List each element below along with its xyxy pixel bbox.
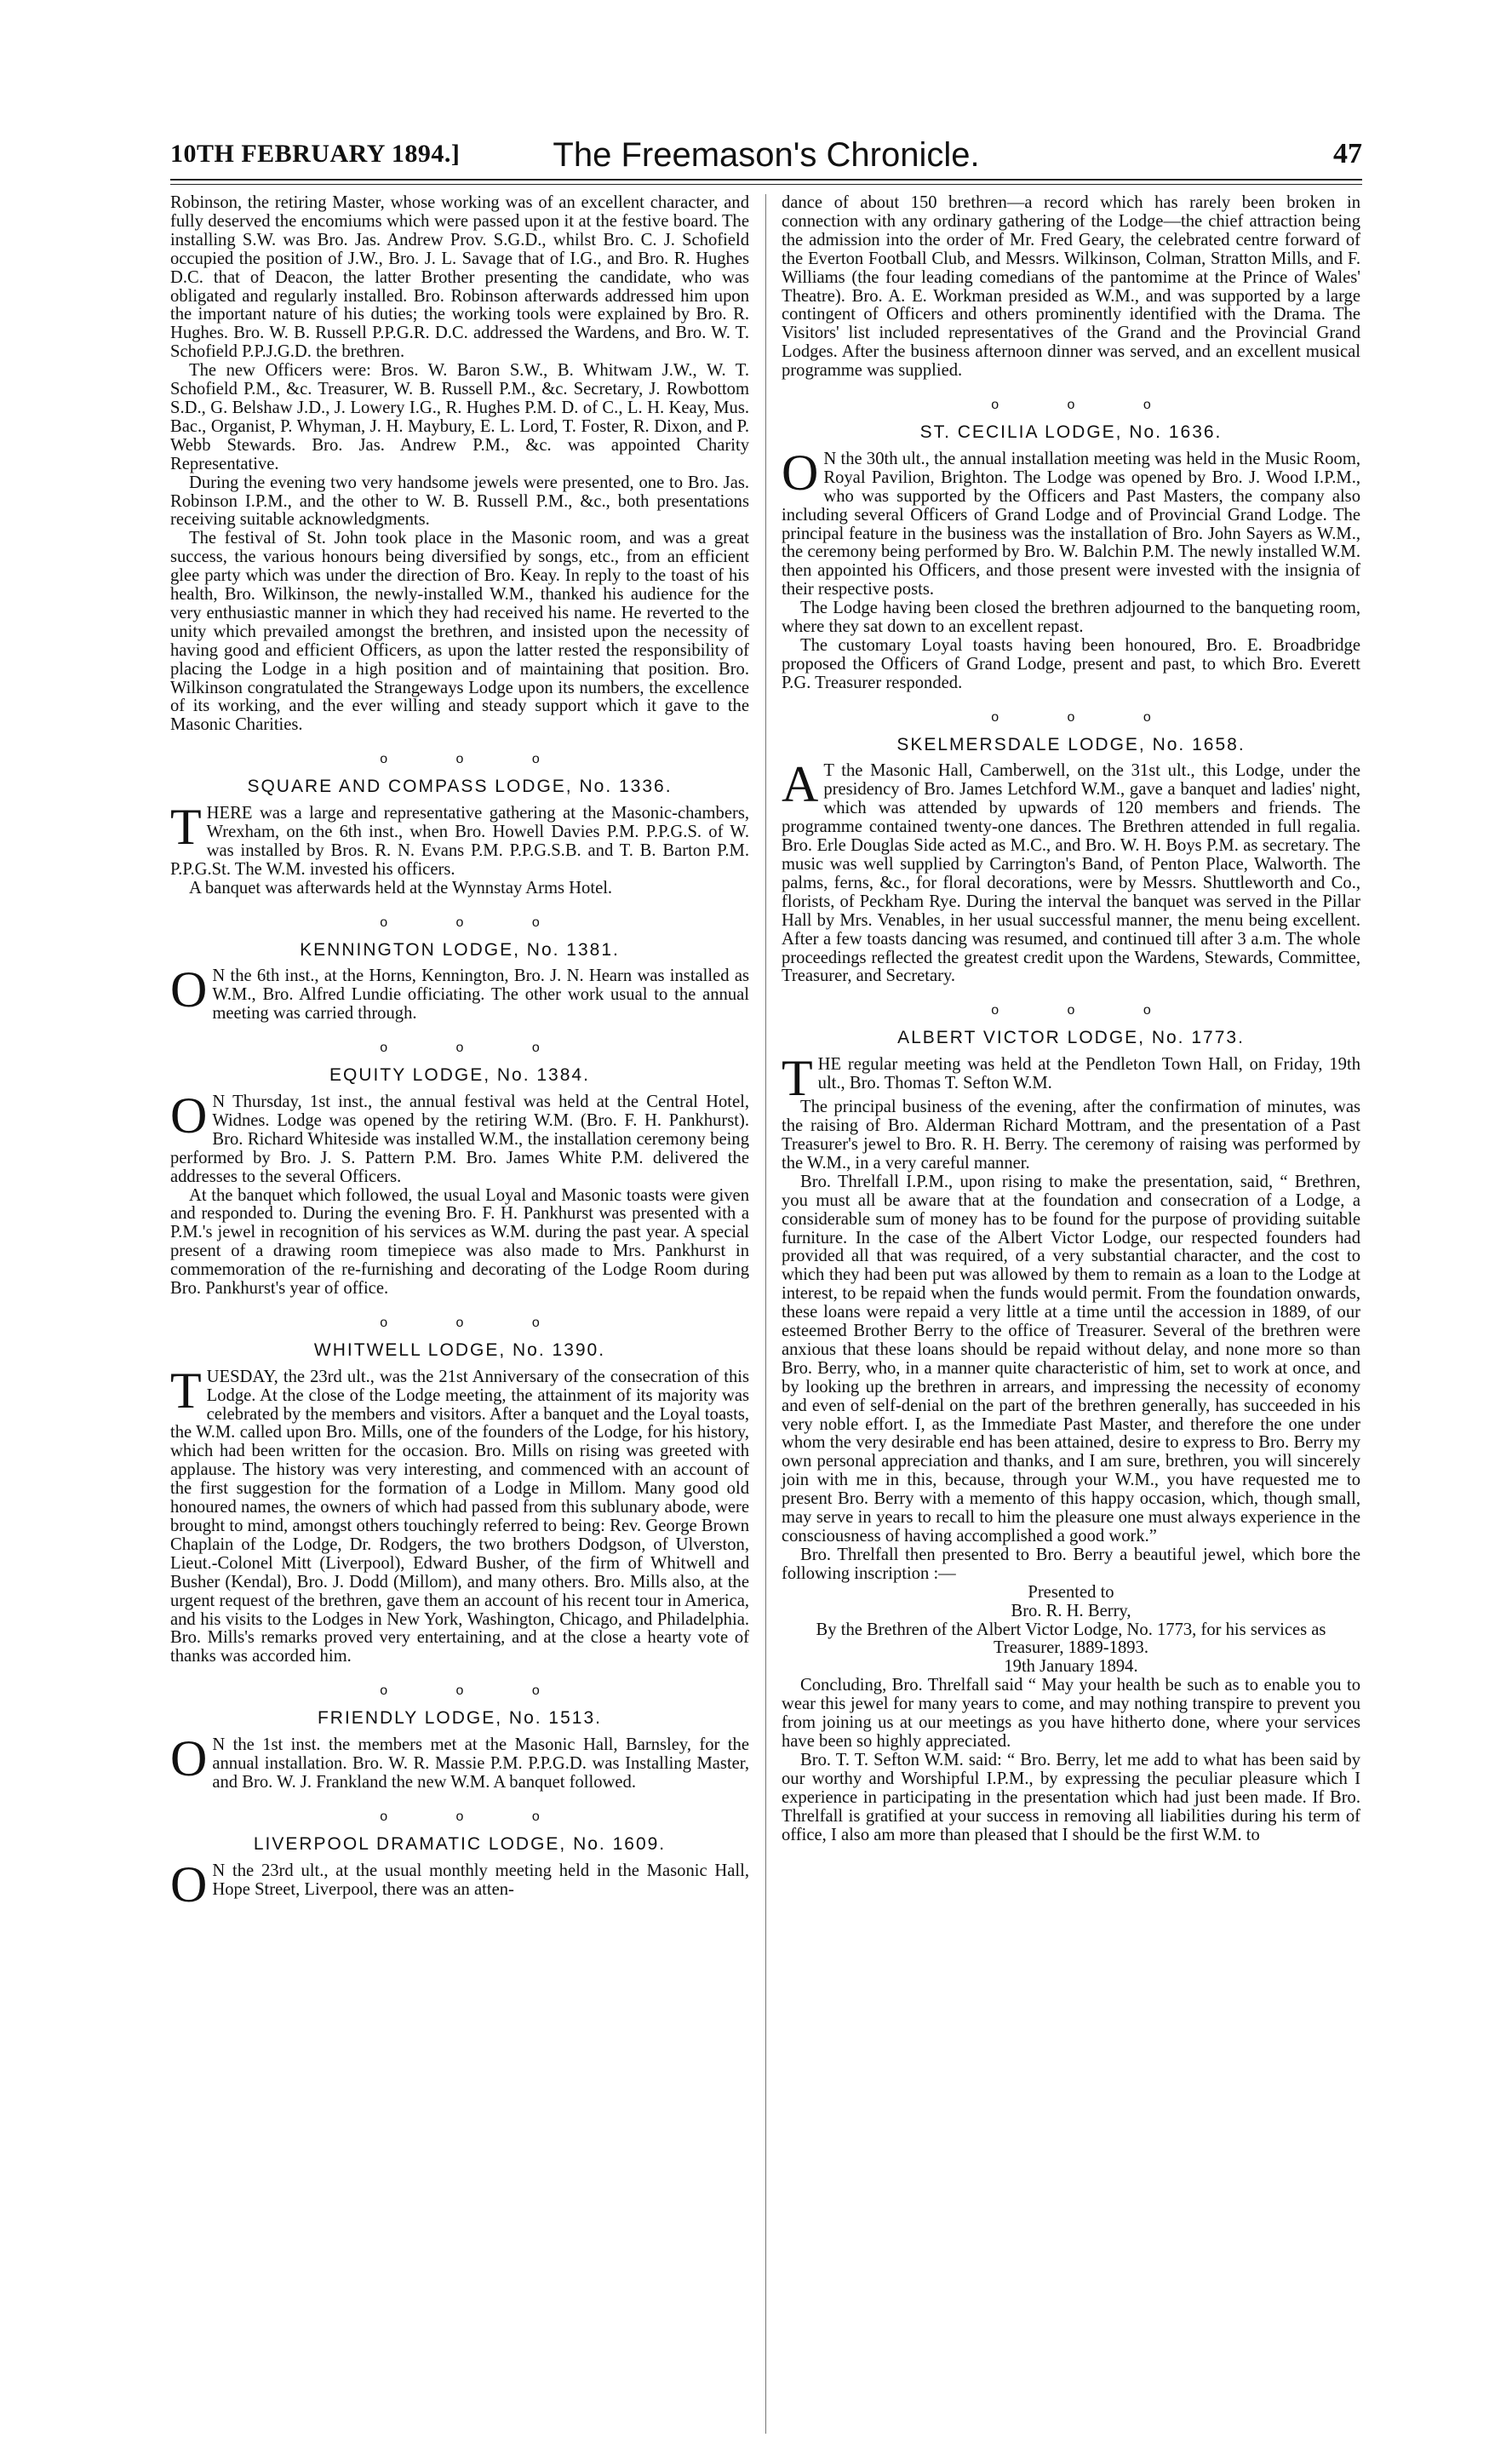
page-number: 47 bbox=[1333, 138, 1362, 169]
drop-cap: O bbox=[170, 1855, 208, 1913]
article-paragraph: A banquet was afterwards held at the Wynnstay Arms Hotel. bbox=[189, 878, 613, 898]
article-paragraph bbox=[782, 444, 1360, 599]
lodge-heading: EQUITY LODGE, No. 1384. bbox=[329, 1065, 590, 1086]
article-paragraph: The festival of St. John took place in the Masonic room, and was a great success, the various honours being diversified by songs, etc., from an efficient glee party which was under the direction of Bro. Keay. In reply to the toast of his health, Bro. Wilkinson, the newly-installed W.M., thanked his audience for the very enthusiastic manner in which they had received his name. He reverted to the unity which prevailed amongst the brethren, and insisted upon the necessity of having good and efficient Officers, as upon the latter rested the responsibility of placing the Lodge in a high position and of maintaining that position. Bro. Wilkinson congratulated the Strangeways Lodge upon its numbers, the excellence of its working, and the ever willing and steady support which it gave to the Masonic Charities. bbox=[170, 529, 749, 735]
lodge-heading: SKELMERSDALE LODGE, No. 1658. bbox=[896, 734, 1246, 754]
issue-date: 10TH FEBRUARY 1894.] bbox=[170, 140, 461, 168]
article-paragraph: The customary Loyal toasts having been honoured, Bro. E. Broadbridge proposed the Officers of Grand Lodge, present and past, to which Bro. Everett P.G. Treasurer responded. bbox=[782, 635, 1360, 692]
article-paragraph: Bro. Threlfall I.P.M., upon rising to make the presentation, said, “ Brethren, you must all be aware that at the foundation and consecration of a Lodge, a considerable sum of money has to be found for the purpose of providing suitable furniture. In the case of the Albert Victor Lodge, our respected founders had provided all that was required, of a very substantial character, and the cost to which they had been put was allowed by them to remain as a loan to the Lodge at interest, to be repaid when the funds would permit. From the foundation onwards, these loans were repaid a very little at a time until the accession in 1889, of our esteemed Brother Berry to the office of Treasurer. Several of the brethren were anxious that these loans should be repaid without delay, and none more so than Bro. Berry, who, in a manner quite characteristic of him, set to work at once, and by looking up the brethren in arrears, and impressing the necessity of economy and even of self-denial on the part of the brethren generally, has succeeded in his very noble effort. I, as the Immediate Past Master, and therefore the one under whom the very desirable end has been attained, desire to express to Bro. Berry my own personal appreciation and thanks, and I am sure, brethren, you will sincerely join with me in this, because, through your W.M., you have requested me to present Bro. Berry with a memento of this happy occasion, which, though small, may serve in years to recall to him the pleasure one must always experience in the consciousness of having accomplished a good work.” bbox=[782, 1172, 1360, 1546]
lodge-heading: FRIENDLY LODGE, No. 1513. bbox=[317, 1708, 602, 1729]
article-paragraph bbox=[782, 1050, 1360, 1107]
article-paragraph: The new Officers were: Bros. W. Baron S.W., B. Whitwam J.W., W. T. Schofield P.M., &c. Treasurer, W. B. Russell P.M., &c. Secretary, J. Rowbottom S.D., G. Belshaw J.D., J. Lowery I.G., R. Hughes P.M. D. of C., L. H. Keay, Mus. Bac., Organist, P. Whyman, J. H. Maybury, E. L. Lord, T. Foster, R. Dixon, and P. Webb Stewards. Bro. Jas. Andrew P.M., &c. was appointed Charity Representative. bbox=[170, 361, 749, 473]
article-paragraph bbox=[782, 756, 1360, 986]
lodge-heading: SQUARE AND COMPASS LODGE, No. 1336. bbox=[247, 777, 673, 797]
article-paragraph: The principal business of the evening, after the confirmation of minutes, was the raising of Bro. Alderman Richard Mottram, and the presentation of a Past Treasurer's jewel to Bro. R. H. Berry. The ceremony of raising was performed by the W.M., in a very careful manner. bbox=[782, 1098, 1360, 1173]
publication-title: The Freemason's Chronicle. bbox=[553, 136, 980, 174]
paragraph-text: UESDAY, the 23rd ult., was the 21st Anniversary of the consecration of this Lodge. At the close of the Lodge meeting, the attainment of its majority was celebrated by the members and visitors. After a banquet and the Loyal toasts, the W.M. called upon Bro. Mills, one of the founders of the Lodge, for his history, which had been written for the occasion. Bro. Mills on rising was greeted with applause. The history was very interesting, and commenced with an account of the first suggestion for the formation of a Lodge in Millom. Many good old honoured names, the owners of which had passed from this sublunary abode, were brought to mind, amongst others touchingly referred to being: Rev. George Brown Chaplain of the Lodge, Dr. Rodgers, the two brothers Dodgson, of Ulverston, Lieut.-Colonel Mitt (Liverpool), Edward Busher, of the firm of Whitwell and Busher (Kendal), Bro. J. Dodd (Millom), and many others. Bro. Mills also, at the urgent request of the brethren, gave them an account of his recent tour in America, and his visits to the Lodges in New York, Washington, Chicago, and Philadelphia. Bro. Mills's remarks proved very entertaining, and at the close a hearty vote of thanks was accorded him. bbox=[170, 1367, 749, 1666]
article-paragraph: Bro. T. T. Sefton W.M. said: “ Bro. Berry, let me add to what has been said by our worthy and Worshipful I.P.M., by expressing the peculiar pleasure which I experience in participating in the presentation which had just been made. If Bro. Threlfall is gratified at your success in removing all liabilities during his term of office, I also am more than pleased that I should be the first W.M. to bbox=[782, 1750, 1360, 1844]
article-paragraph bbox=[170, 1362, 749, 1667]
paragraph-text: N the 30th ult., the annual installation meeting was held in the Music Room, Royal Pavilion, Brighton. The Lodge was opened by Bro. J. Wood I.P.M., who was supported by the Officers and Past Masters, the company also including several Officers of Grand Lodge and of Provincial Grand Lodge. The principal feature in the business was the installation of Bro. John Sayers as W.M., the ceremony being performed by Bro. W. Balchin P.M. The newly installed W.M. then appointed his Officers, and those present were invested with the insignia of their respective posts. bbox=[782, 449, 1360, 599]
drop-cap: O bbox=[170, 1730, 208, 1787]
inscription-line: 19th January 1894. bbox=[1004, 1657, 1138, 1677]
paragraph-text: N the 6th inst., at the Horns, Kennington, Bro. J. N. Hearn was installed as W.M., Bro. Alfred Lundie officiating. The other work usual to the annual meeting was carried through. bbox=[212, 966, 749, 1024]
section-separator: o o o bbox=[991, 1003, 1183, 1018]
section-separator: o o o bbox=[380, 1809, 572, 1824]
article-paragraph: Bro. Threlfall then presented to Bro. Berry a beautiful jewel, which bore the following inscription :— bbox=[782, 1545, 1360, 1583]
section-separator: o o o bbox=[380, 1315, 572, 1330]
lodge-heading: ST. CECILIA LODGE, No. 1636. bbox=[919, 422, 1223, 442]
article-paragraph: Concluding, Bro. Threlfall said “ May your health be such as to enable you to wear this jewel for many years to come, and may nothing transpire to prevent you from joining us at our meetings as you have hitherto done, where your services have been so highly appreciated. bbox=[782, 1676, 1360, 1751]
paragraph-text: N Thursday, 1st inst., the annual festival was held at the Central Hotel, Widnes. Lodge was opened by the retiring W.M. (Bro. F. H. Pankhurst). Bro. Richard Whiteside was installed W.M., the installation ceremony being performed by Bro. J. S. Pattern P.M. Bro. James White P.M. delivered the addresses to the several Officers. bbox=[170, 1092, 749, 1186]
inscription-line: Presented to bbox=[1028, 1582, 1114, 1602]
paragraph-text: HERE was a large and representative gathering at the Masonic-chambers, Wrexham, on the 6th inst., when Bro. Howell Davies P.M. P.P.G.S. of W. was installed by Bros. R. N. Evans P.M. P.P.G.S.B. and T. B. Barton P.M. P.P.G.St. The W.M. invested his officers. bbox=[170, 804, 749, 879]
article-paragraph bbox=[170, 1087, 749, 1187]
article-paragraph bbox=[170, 961, 749, 1024]
section-separator: o o o bbox=[380, 1683, 572, 1699]
section-separator: o o o bbox=[380, 1041, 572, 1056]
right-column bbox=[782, 194, 1360, 1844]
drop-cap: T bbox=[170, 799, 202, 856]
paragraph-text: N the 1st inst. the members met at the Masonic Hall, Barnsley, for the annual installation. Bro. W. R. Massie P.M. P.P.G.D. was Installing Master, and Bro. W. J. Frankland the new W.M. A banquet followed. bbox=[212, 1735, 749, 1792]
lodge-heading: LIVERPOOL DRAMATIC LODGE, No. 1609. bbox=[253, 1833, 667, 1854]
paragraph-text: T the Masonic Hall, Camberwell, on the 31st ult., this Lodge, under the presidency of Bro. James Letchford W.M., gave a banquet and ladies' night, which was attended by upwards of 120 members and friends. The programme contained twenty-one dances. The Brethren attended in full regalia. Bro. Erle Douglas Side acted as M.C., and Bro. W. H. Boys P.M. as secretary. The music was well supplied by Carrington's Band, of Penton Place, Walworth. The palms, ferns, &c., for floral decorations, were by Messrs. Shuttleworth and Co., florists, of Peckham Rye. During the interval the banquet was served in the Pillar Hall by Mrs. Venables, in her usual successful manner, the menu being excellent. After a few toasts dancing was resumed, and continued till after 3 a.m. The whole proceedings reflected the greatest credit upon the Wardens, Stewards, Committee, Treasurer, and Secretary. bbox=[782, 761, 1360, 986]
article-paragraph: Robinson, the retiring Master, whose working was of an excellent character, and fully deserved the encomiums which were passed upon it at the festive board. The installing S.W. was Bro. Jas. Andrew Prov. S.G.D., whilst Bro. C. J. Schofield occupied the position of J.W., Bro. J. L. Savage that of I.G., and Bro. R. Hughes D.C. that of Deacon, the latter Brother presenting the candidate, who was obligated and regularly installed. Bro. Robinson afterwards addressed him upon the important nature of his duties; the working tools were explained by Bro. R. Hughes. Bro. W. B. Russell P.P.G.R. D.C. addressed the Wardens, and Bro. W. T. Schofield P.P.J.G.D. the brethren. bbox=[170, 193, 749, 362]
article-paragraph: The Lodge having been closed the brethren adjourned to the banqueting room, where they sat down to an excellent repast. bbox=[782, 599, 1360, 637]
section-separator: o o o bbox=[991, 398, 1183, 413]
lodge-heading: ALBERT VICTOR LODGE, No. 1773. bbox=[897, 1028, 1245, 1048]
drop-cap: A bbox=[782, 756, 819, 813]
article-paragraph: At the banquet which followed, the usual Loyal and Masonic toasts were given and responded to. During the evening Bro. F. H. Pankhurst was presented with a P.M.'s jewel in recognition of his services as W.M. during the past year. A special present of a drawing room timepiece was also made to Mrs. Pankhurst in commemoration of the re-furnishing and decorating of the Lodge Room during Bro. Pankhurst's year of office. bbox=[170, 1185, 749, 1299]
lodge-heading: WHITWELL LODGE, No. 1390. bbox=[313, 1339, 606, 1360]
article-paragraph bbox=[170, 799, 749, 880]
section-separator: o o o bbox=[380, 752, 572, 767]
paragraph-text: N the 23rd ult., at the usual monthly meeting held in the Masonic Hall, Hope Street, Liverpool, there was an atten- bbox=[212, 1861, 749, 1899]
drop-cap: T bbox=[782, 1050, 813, 1107]
drop-cap: O bbox=[170, 1087, 208, 1144]
paragraph-text: HE regular meeting was held at the Pendleton Town Hall, on Friday, 19th ult., Bro. Thomas T. Sefton W.M. bbox=[817, 1055, 1360, 1093]
left-column bbox=[170, 193, 749, 1913]
lodge-heading: KENNINGTON LODGE, No. 1381. bbox=[300, 939, 620, 960]
page-header bbox=[170, 136, 1362, 174]
header-rule-thin bbox=[170, 184, 1362, 185]
inscription-line: Bro. R. H. Berry, bbox=[1011, 1601, 1131, 1620]
article-paragraph: dance of about 150 brethren—a record which has rarely been broken in connection with any ordinary gathering of the Lodge—the chief attraction being the admission into the order of Mr. Fred Geary, the celebrated centre forward of the Everton Football Club, and Messrs. Wilkinson, Colman, Stratton Mills, and F. Williams (the four leading comedians of the pantomime at the Prince of Wales' Theatre). Bro. A. E. Workman presided as W.M., and was supported by a large contingent of Officers and others prominently identified with the Drama. The Visitors' list included representatives of the Grand and the Provincial Grand Lodges. After the business afternoon dinner was served, and an excellent musical programme was supplied. bbox=[782, 193, 1360, 381]
section-separator: o o o bbox=[991, 709, 1183, 725]
article-paragraph: During the evening two very handsome jewels were presented, one to Bro. Jas. Robinson I.P.M., and the other to W. B. Russell P.M., &c., both presentations receiving suitable acknowledgments. bbox=[170, 473, 749, 530]
section-separator: o o o bbox=[380, 915, 572, 930]
header-rule bbox=[170, 179, 1362, 181]
article-paragraph bbox=[170, 1730, 749, 1792]
column-divider bbox=[765, 194, 766, 2434]
drop-cap: T bbox=[170, 1362, 202, 1419]
article-paragraph bbox=[170, 1855, 749, 1913]
inscription-line: By the Brethren of the Albert Victor Lodge, No. 1773, for his services as Treasurer, 1889-1893. bbox=[816, 1620, 1326, 1658]
drop-cap: O bbox=[170, 961, 208, 1018]
drop-cap: O bbox=[782, 444, 819, 501]
